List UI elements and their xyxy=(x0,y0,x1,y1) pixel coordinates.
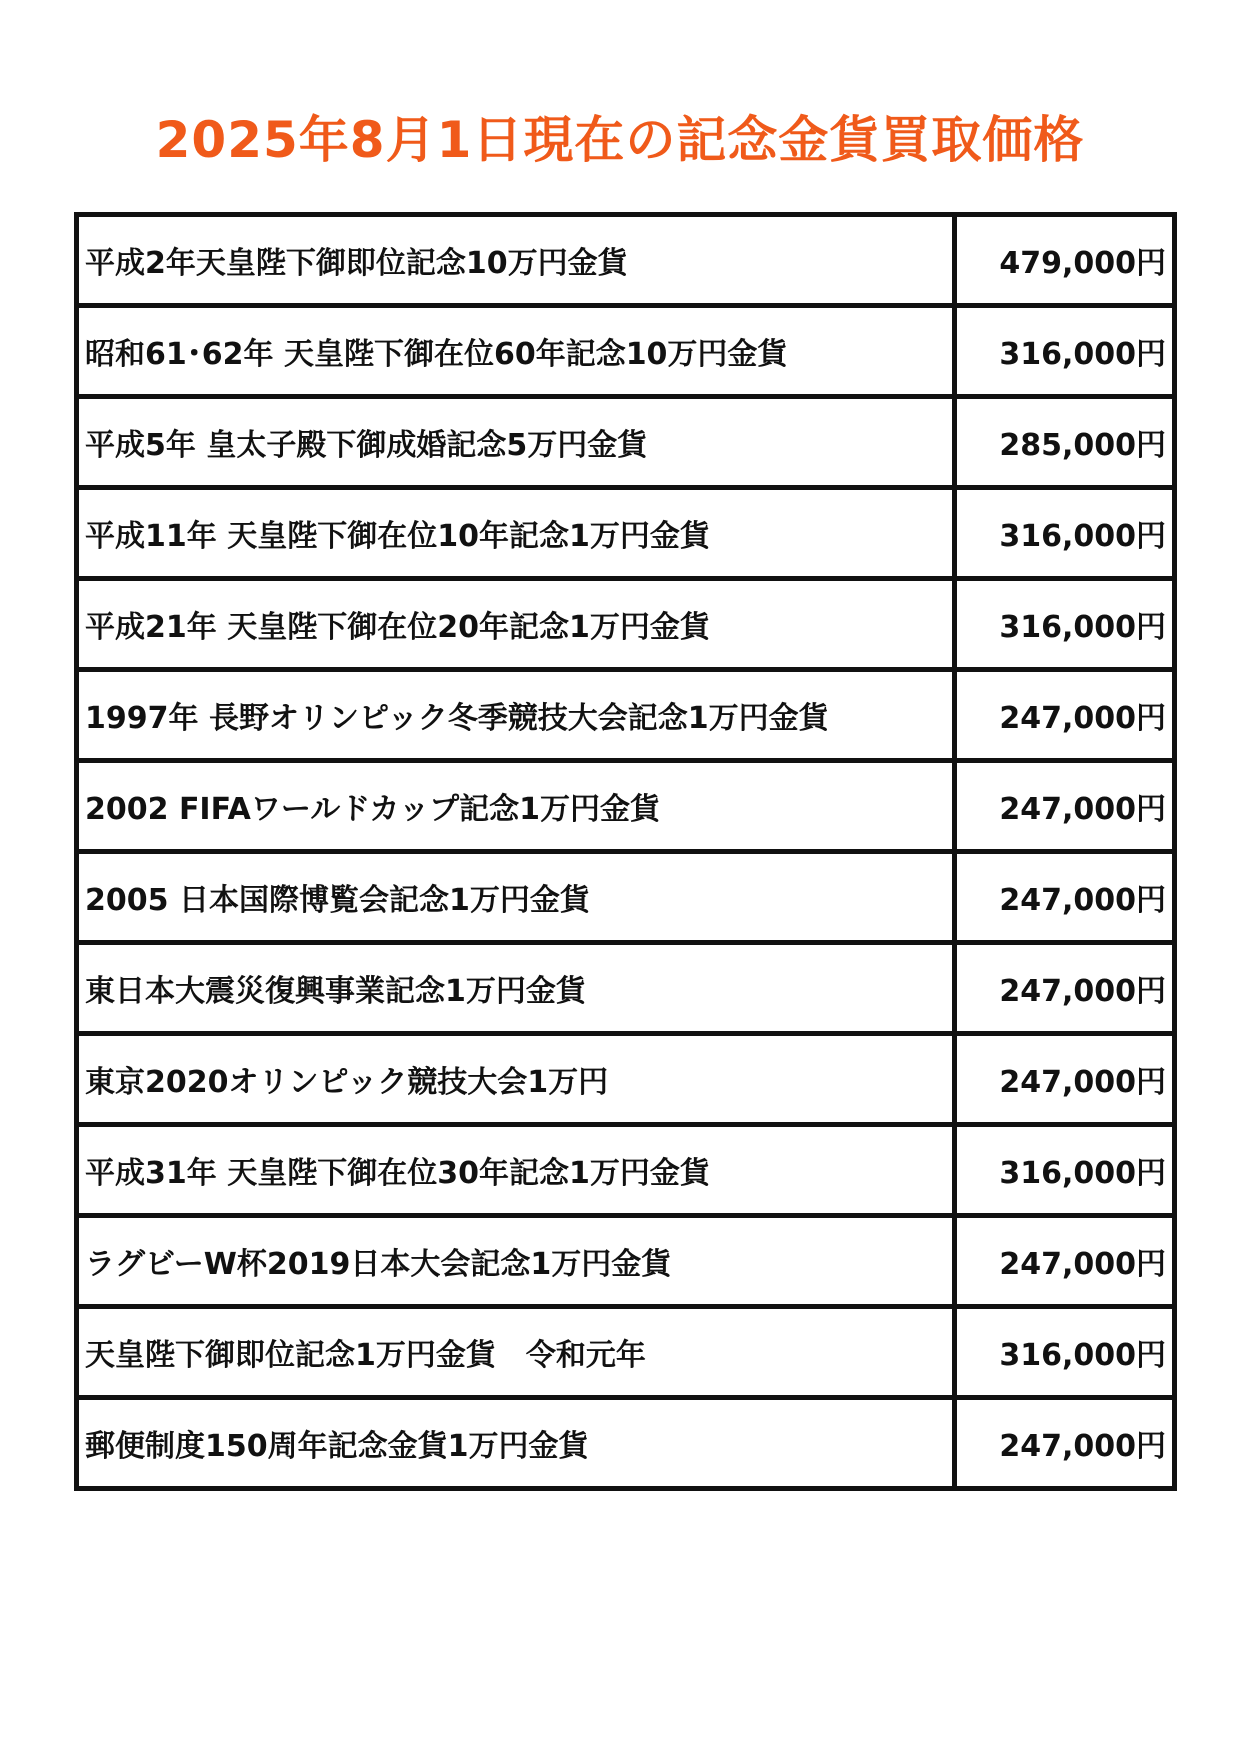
coin-name-cell: 昭和61･62年 天皇陛下御在位60年記念10万円金貨 xyxy=(77,306,955,397)
table-row xyxy=(77,1307,1175,1398)
table-row xyxy=(77,852,1175,943)
coin-name-cell: 1997年 長野オリンピック冬季競技大会記念1万円金貨 xyxy=(77,670,955,761)
coin-name-cell: 東京2020オリンピック競技大会1万円 xyxy=(77,1034,955,1125)
coin-name-cell: 2005 日本国際博覧会記念1万円金貨 xyxy=(77,852,955,943)
table-row xyxy=(77,670,1175,761)
coin-name-cell: 2002 FIFAワールドカップ記念1万円金貨 xyxy=(77,761,955,852)
table-row xyxy=(77,943,1175,1034)
coin-price-cell: 285,000円 xyxy=(955,397,1175,488)
price-table xyxy=(74,212,1177,1491)
coin-name-cell: 平成11年 天皇陛下御在位10年記念1万円金貨 xyxy=(77,488,955,579)
coin-price-cell: 316,000円 xyxy=(955,579,1175,670)
coin-name-cell: 平成5年 皇太子殿下御成婚記念5万円金貨 xyxy=(77,397,955,488)
table-row xyxy=(77,579,1175,670)
coin-price-cell: 247,000円 xyxy=(955,852,1175,943)
coin-name-cell: 東日本大震災復興事業記念1万円金貨 xyxy=(77,943,955,1034)
price-table-body xyxy=(77,215,1175,1489)
coin-price-cell: 247,000円 xyxy=(955,1034,1175,1125)
table-row xyxy=(77,1398,1175,1489)
table-row xyxy=(77,488,1175,579)
table-row xyxy=(77,761,1175,852)
page-title: 2025年8月1日現在の記念金貨買取価格 xyxy=(155,111,1085,169)
table-row xyxy=(77,397,1175,488)
coin-name-cell: 天皇陛下御即位記念1万円金貨 令和元年 xyxy=(77,1307,955,1398)
coin-price-cell: 247,000円 xyxy=(955,761,1175,852)
coin-name-cell: ラグビーW杯2019日本大会記念1万円金貨 xyxy=(77,1216,955,1307)
table-row xyxy=(77,306,1175,397)
table-row xyxy=(77,1125,1175,1216)
coin-price-cell: 316,000円 xyxy=(955,488,1175,579)
coin-price-cell: 316,000円 xyxy=(955,1125,1175,1216)
coin-price-cell: 479,000円 xyxy=(955,215,1175,306)
coin-price-cell: 247,000円 xyxy=(955,1216,1175,1307)
coin-price-cell: 247,000円 xyxy=(955,670,1175,761)
coin-name-cell: 平成31年 天皇陛下御在位30年記念1万円金貨 xyxy=(77,1125,955,1216)
coin-price-cell: 316,000円 xyxy=(955,1307,1175,1398)
table-row xyxy=(77,1216,1175,1307)
coin-price-cell: 247,000円 xyxy=(955,943,1175,1034)
coin-price-cell: 316,000円 xyxy=(955,306,1175,397)
coin-price-cell: 247,000円 xyxy=(955,1398,1175,1489)
coin-name-cell: 平成2年天皇陛下御即位記念10万円金貨 xyxy=(77,215,955,306)
table-row xyxy=(77,1034,1175,1125)
table-row xyxy=(77,215,1175,306)
coin-name-cell: 郵便制度150周年記念金貨1万円金貨 xyxy=(77,1398,955,1489)
coin-name-cell: 平成21年 天皇陛下御在位20年記念1万円金貨 xyxy=(77,579,955,670)
